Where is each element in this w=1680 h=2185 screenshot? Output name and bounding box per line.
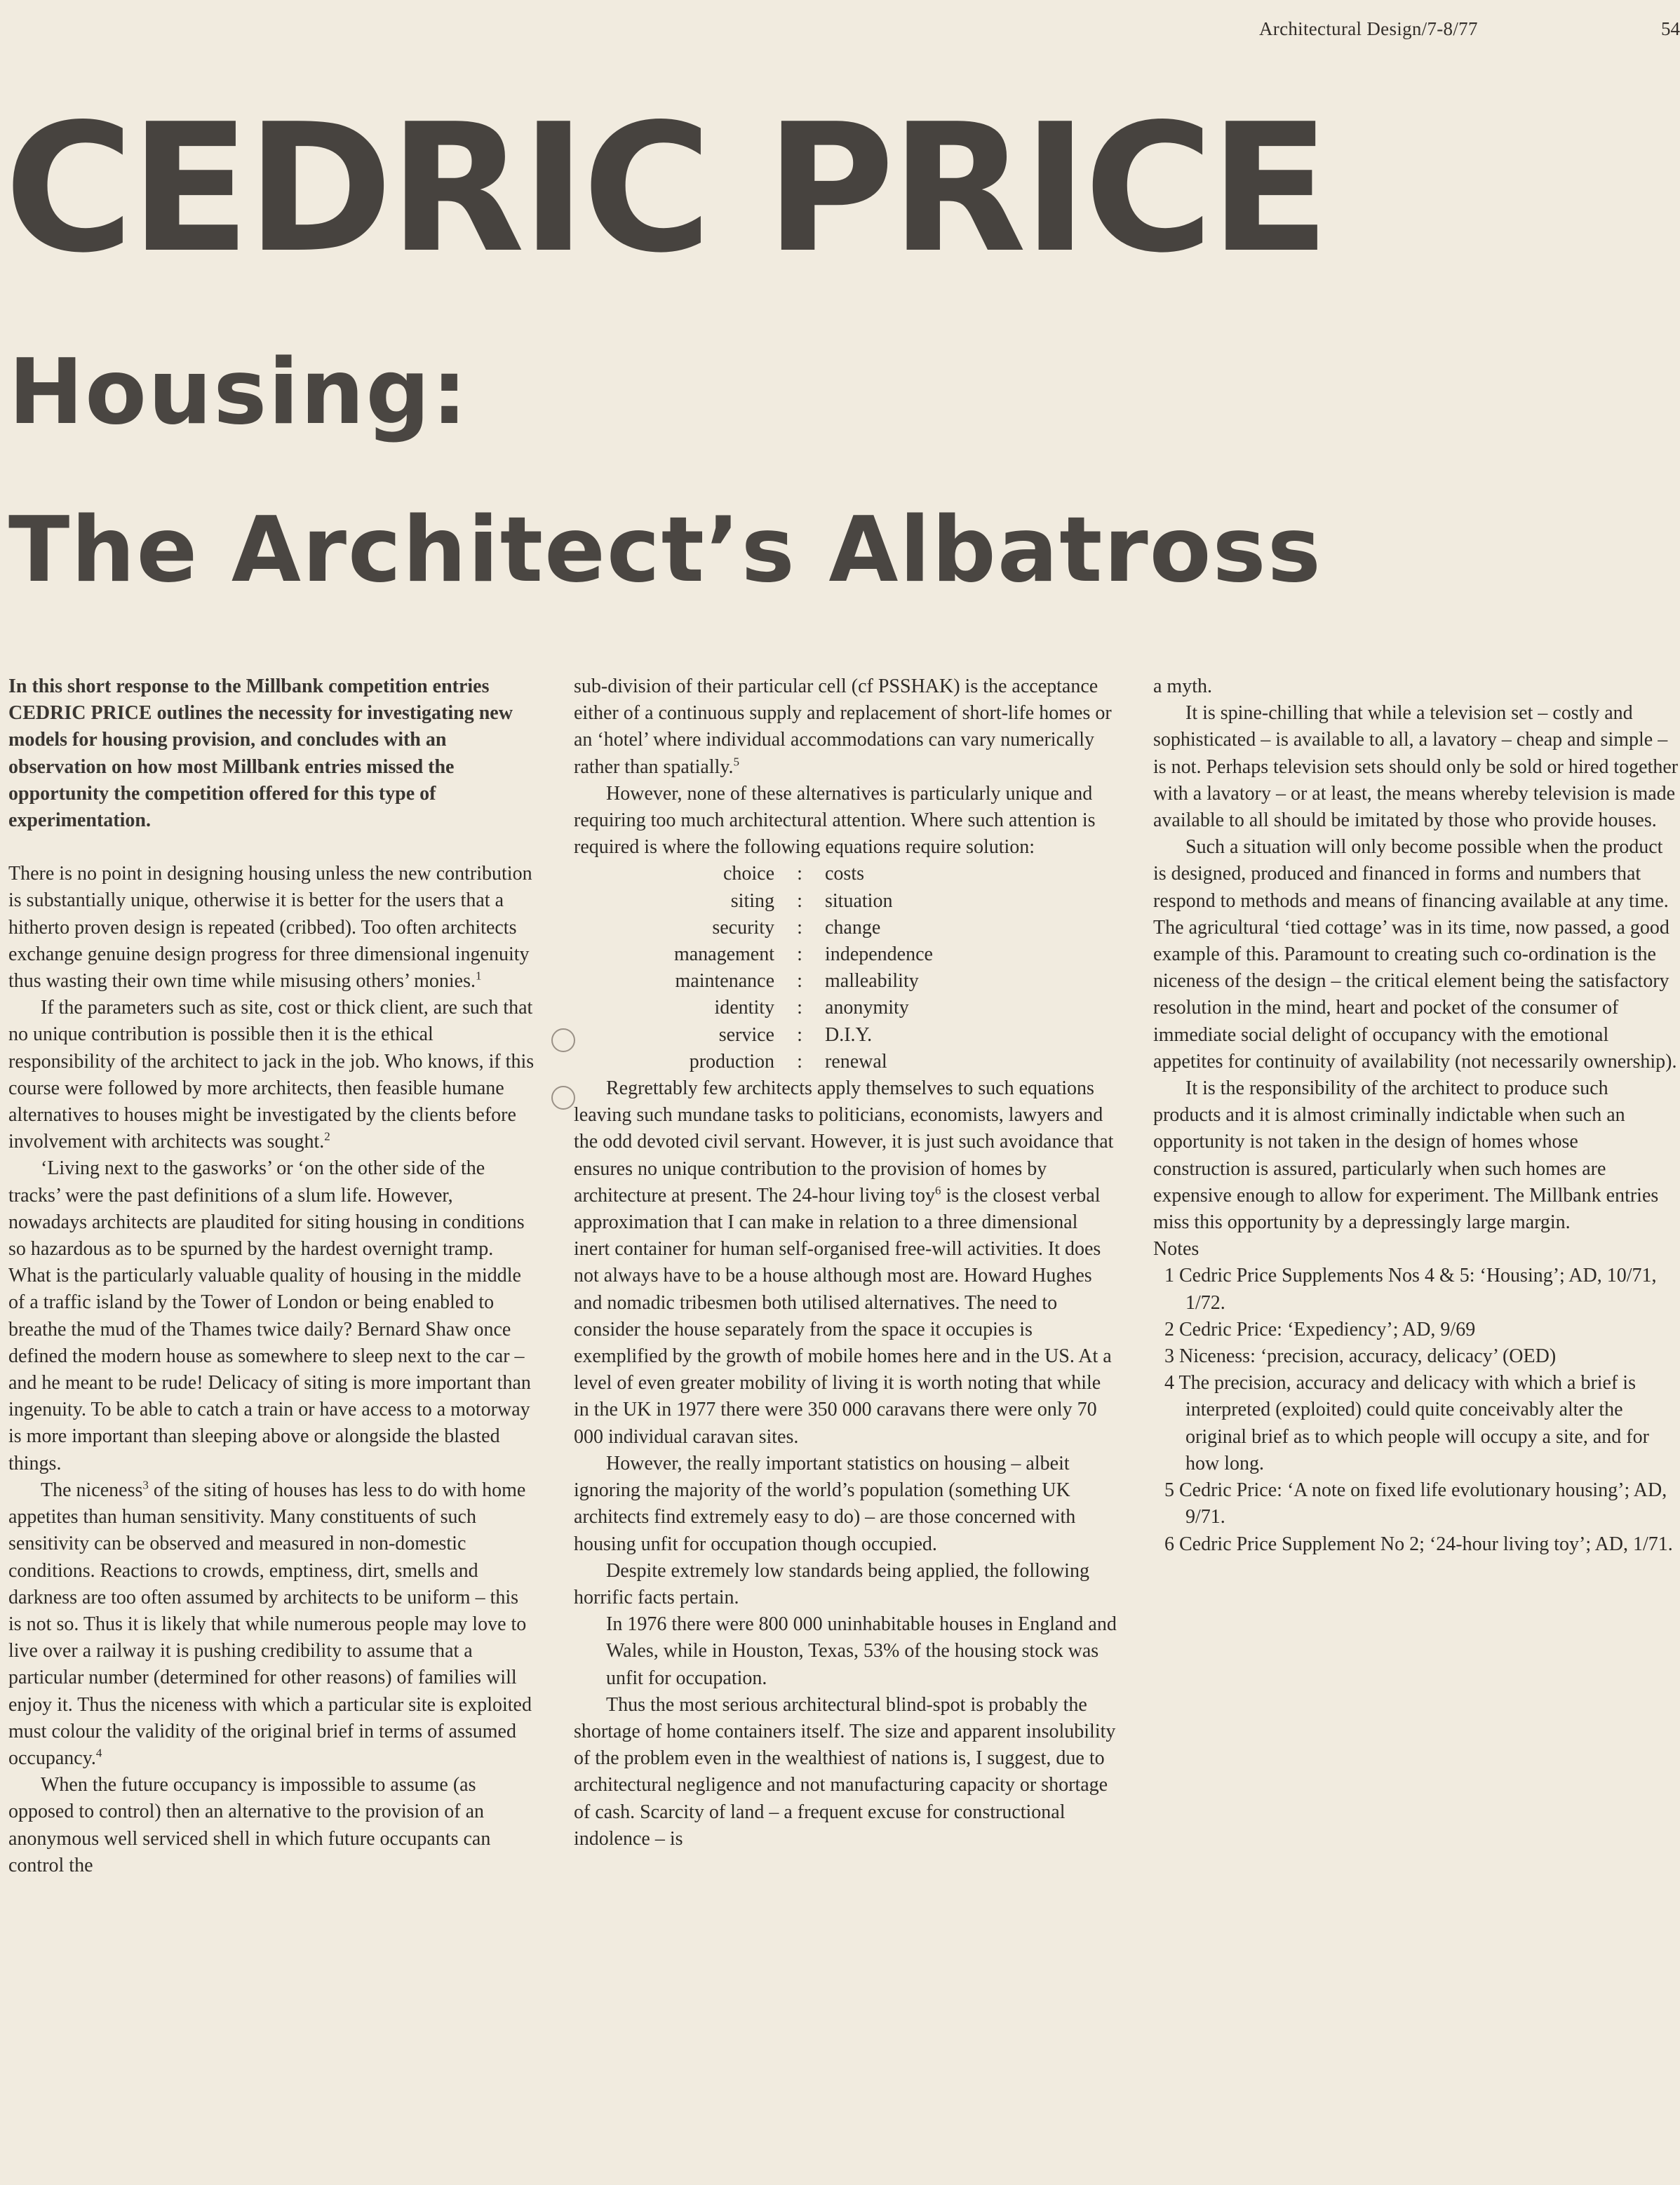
notes-heading: Notes xyxy=(1153,1238,1199,1260)
note-item: 5 Cedric Price: ‘A note on fixed life evolutionary housing’; AD, 9/71. xyxy=(1164,1479,1667,1528)
paragraph: It is spine-chilling that while a television set – costly and sophisticated – is available to all, a lavatory – cheap and simple – is not. Perhaps television sets should only be sold or hired together with a lavatory – or at least, the means whereby television is made available to all should be imitated by those who provide houses. xyxy=(1153,702,1679,832)
equation-left: security xyxy=(712,916,774,939)
journal-issue: Architectural Design/7-8/77 xyxy=(1259,18,1478,39)
note-item: 1 Cedric Price Supplements Nos 4 & 5: ‘Housing’; AD, 10/71, 1/72. xyxy=(1164,1265,1657,1314)
paragraph: When the future occupancy is impossible to assume (as opposed to control) then an alternative to the provision of an anonymous well serviced shell in which future occupants can control the xyxy=(8,1774,491,1876)
equation-row xyxy=(627,1049,1020,1075)
paragraph: The niceness$^3$ of the siting of houses has less to do with home appetites than human sensitivity. Many constituents of such sensitivity can be observed and measured in non-domestic conditions. Reactions to crowds, emptiness, dirt, smells and darkness are too often assumed by architects to be uniform – this is not so. Thus it is likely that while numerous people may love to live over a railway it is pushing credibility to assume that a particular number (determined for other reasons) of families will enjoy it. Thus the niceness with which a particular site is exploited must colour the validity of the original brief in terms of assumed occupancy.$^4$ xyxy=(8,1478,532,1769)
equation-left: siting xyxy=(730,889,774,912)
paragraph: However, the really important statistics on housing – albeit ignoring the majority of the world’s population (something UK architects find extremely easy to do) – are those concerned with housing unfit for occupation though occupied. xyxy=(574,1452,1076,1555)
footnote-ref: 1 xyxy=(475,969,482,983)
equation-right: independence xyxy=(825,943,933,966)
notes-list xyxy=(1153,1263,1679,1557)
paragraph: Despite extremely low standards being applied, the following horrific facts pertain. xyxy=(574,1559,1089,1608)
paragraph: Such a situation will only become possible when the product is designed, produced and financed in forms and numbers that respond to methods and means of financing available at any time. The agricultural ‘tied cottage’ was in its time, now passed, a good example of this. Paramount to creating such co-ordination is the niceness of the design – the critical element being the satisfactory resolution in the mind, heart and pocket of the consumer of immediate social delight of occupancy with the emotional appetites for continuity of availability (not necessarily ownership). xyxy=(1153,836,1677,1073)
title-line-1: Housing: xyxy=(8,340,469,445)
equation-left: service xyxy=(718,1023,774,1046)
note-item: 2 Cedric Price: ‘Expediency’; AD, 9/69 xyxy=(1164,1318,1476,1340)
equation-right: D.I.Y. xyxy=(825,1023,873,1046)
equation-right: renewal xyxy=(825,1050,887,1073)
equation-separator: : xyxy=(797,863,802,885)
note-item: 3 Niceness: ‘precision, accuracy, delicacy’ (OED) xyxy=(1164,1345,1557,1368)
pencil-mark-icon xyxy=(551,1086,575,1110)
page-number: 54 xyxy=(1661,18,1680,39)
note-item: 6 Cedric Price Supplement No 2; ‘24-hour living toy’; AD, 1/71. xyxy=(1164,1533,1673,1555)
article-column-2 xyxy=(574,673,1118,1853)
equation-left: choice xyxy=(723,863,774,885)
equation-separator: : xyxy=(797,943,802,966)
equation-right: change xyxy=(825,916,881,939)
intro-standfirst: In this short response to the Millbank competition entries CEDRIC PRICE outlines the necessity for investigating new models for housing provision, and concludes with an observation on how most Millbank entries missed the opportunity the competition offered for this type of experimentation. xyxy=(8,675,513,832)
paragraph: If the parameters such as site, cost or thick client, are such that no unique contribution is possible then it is the ethical responsibility of the architect to jack in the job. Who knows, if this course were followed by more architects, then feasible humane alternatives to houses might be investigated by the clients before involvement with architects was sought.$^2$ xyxy=(8,997,535,1153)
footnote-ref: 4 xyxy=(95,1746,102,1760)
equation-right: anonymity xyxy=(825,997,909,1019)
pencil-mark-icon xyxy=(551,1028,575,1052)
equation-row xyxy=(627,941,1020,968)
footnote-ref: 6 xyxy=(934,1183,941,1197)
equations-table xyxy=(627,861,1020,1075)
equation-right: situation xyxy=(825,889,893,912)
paragraph: ‘Living next to the gasworks’ or ‘on the other side of the tracks’ were the past definitions of a slum life. However, nowadays architects are plaudited for siting housing in conditions so hazardous as to be spurned by the hardest overnight tramp. What is the particularly valuable quality of housing in the middle of a traffic island by the Tower of London or being enabled to breathe the mud of the Thames twice daily? Bernard Shaw once defined the modern house as somewhere to sleep next to the car – and he meant to be rude! Delicacy of siting is more important than ingenuity. To be able to catch a train or have access to a motorway is more important than sleeping above or alongside the blasted things. xyxy=(8,1157,531,1474)
equation-left: maintenance xyxy=(675,970,774,993)
paragraph: However, none of these alternatives is particularly unique and requiring too much architectural attention. Where such attention is required is where the following equations require solution: xyxy=(574,782,1096,859)
equation-left: production xyxy=(689,1050,774,1073)
footnote-ref: 2 xyxy=(324,1129,330,1143)
footnote-ref: 5 xyxy=(733,755,740,769)
equation-left: management xyxy=(673,943,774,966)
equation-row xyxy=(627,1022,1020,1049)
paragraph: a myth. xyxy=(1153,675,1212,697)
facts-paragraph: In 1976 there were 800 000 uninhabitable houses in England and Wales, while in Houston, Texas, 53% of the housing stock was unfit for occupation. xyxy=(606,1613,1117,1689)
equation-separator: : xyxy=(797,916,802,939)
paragraph: There is no point in designing housing unless the new contribution is substantially unique, otherwise it is better for the users that a hitherto proven design is repeated (cribbed). Too often architects exchange genuine design progress for three dimensional ingenuity thus wasting their own time while misusing others’ monies.$^1$ xyxy=(8,863,532,993)
equation-separator: : xyxy=(797,1023,802,1046)
paragraph: sub-division of their particular cell (cf PSSHAK) is the acceptance either of a continuous supply and replacement of short-life homes or an ‘hotel’ where individual accommodations can vary numerically rather than spatially.$^5$ xyxy=(574,675,1112,778)
equation-separator: : xyxy=(797,1050,802,1073)
equation-separator: : xyxy=(797,997,802,1019)
title-line-2: The Architect’s Albatross xyxy=(8,498,1322,603)
paragraph: Regrettably few architects apply themselves to such equations leaving such mundane tasks to politicians, economists, lawyers and the odd devoted civil servant. However, it is just such avoidance that ensures no unique contribution to the provision of homes by architecture at present. The 24-hour living toy$^6$ is the closest verbal approximation that I can make in relation to a three dimensional inert container for human self-organised free-will activities. It does not always have to be a house although most are. Howard Hughes and nomadic tribesmen both utilised alternatives. The need to consider the house separately from the space it occupies is exemplified by the growth of mobile homes here and in the US. At a level of even greater mobility of living it is worth noting that while in the UK in 1977 there were 350 000 caravans there were only 70 000 individual caravan sites. xyxy=(574,1077,1114,1448)
equation-row xyxy=(627,861,1020,887)
equation-row xyxy=(627,915,1020,941)
paragraph: It is the responsibility of the architect to produce such products and it is almost criminally indictable when such an opportunity is not taken in the design of homes whose construction is assured, particularly when such homes are expensive enough to allow for experiment. The Millbank entries miss this opportunity by a depressingly large margin. xyxy=(1153,1077,1659,1234)
author-name-heading: CEDRIC PRICE xyxy=(4,86,1326,292)
equation-right: costs xyxy=(825,863,864,885)
equation-row xyxy=(627,968,1020,995)
article-column-3 xyxy=(1153,673,1679,1558)
equation-row xyxy=(627,888,1020,915)
paragraph: Thus the most serious architectural blind-spot is probably the shortage of home containers itself. The size and apparent insolubility of the problem even in the wealthiest of nations is, I suggest, due to architectural negligence and not manufacturing capacity or shortage of cash. Scarcity of land – a frequent excuse for constructional indolence – is xyxy=(574,1693,1116,1850)
equation-separator: : xyxy=(797,970,802,993)
footnote-ref: 3 xyxy=(142,1478,149,1492)
note-item: 4 The precision, accuracy and delicacy with which a brief is interpreted (exploited) could quite conceivably alter the original brief as to which people will occupy a site, and for how long. xyxy=(1164,1372,1649,1474)
equation-right: malleability xyxy=(825,970,919,993)
equation-row xyxy=(627,995,1020,1021)
equation-left: identity xyxy=(714,997,774,1019)
equation-separator: : xyxy=(797,889,802,912)
article-column-1 xyxy=(8,673,536,1879)
